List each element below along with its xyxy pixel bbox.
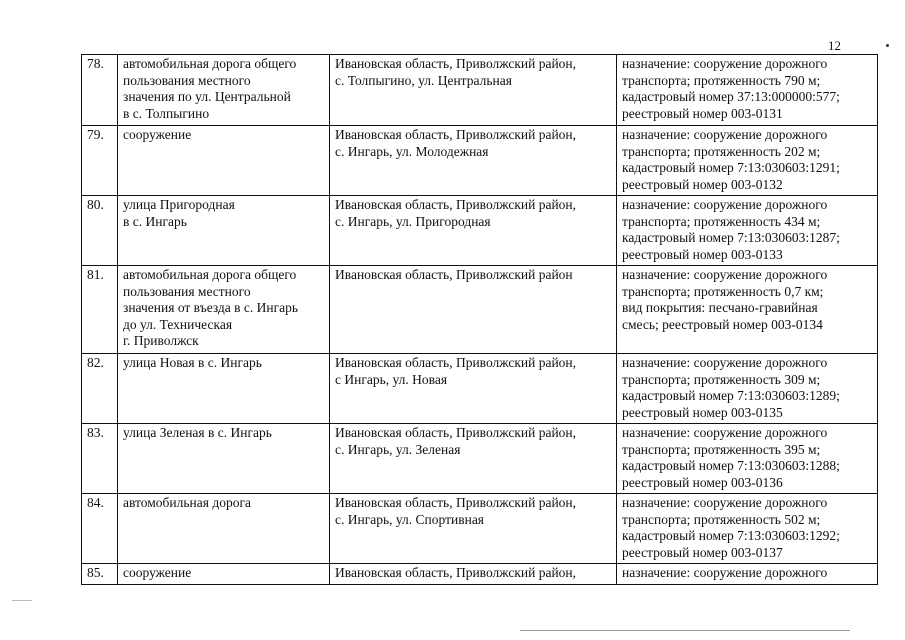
- object-address: Ивановская область, Приволжский район, с. Ингарь, ул. Зеленая: [330, 424, 617, 494]
- table-row: [82, 266, 878, 354]
- table-row: [82, 494, 878, 564]
- object-description: назначение: сооружение дорожного транспорта; протяженность 202 м; кадастровый номер 7:13:030603:1291; реестровый номер 003-0132: [617, 126, 878, 196]
- table-row: [82, 196, 878, 266]
- object-name: улица Новая в с. Ингарь: [118, 354, 330, 424]
- table-row: [82, 564, 878, 585]
- row-number: 79.: [82, 126, 118, 196]
- object-name: автомобильная дорога общего пользования местного значения от въезда в с. Ингарь до ул. Техническая г. Приволжск: [118, 266, 330, 354]
- table-row: [82, 354, 878, 424]
- registry-table: [81, 54, 878, 585]
- object-address: Ивановская область, Приволжский район, с Ингарь, ул. Новая: [330, 354, 617, 424]
- object-name: автомобильная дорога общего пользования местного значения по ул. Центральной в с. Толпыгино: [118, 55, 330, 126]
- object-name: сооружение: [118, 564, 330, 585]
- object-name: автомобильная дорога: [118, 494, 330, 564]
- row-number: 78.: [82, 55, 118, 126]
- row-number: 81.: [82, 266, 118, 354]
- object-name: улица Пригородная в с. Ингарь: [118, 196, 330, 266]
- object-description: назначение: сооружение дорожного транспорта; протяженность 0,7 км; вид покрытия: песчано-гравийная смесь; реестровый номер 003-0134: [617, 266, 878, 354]
- object-description: назначение: сооружение дорожного транспорта; протяженность 790 м; кадастровый номер 37:13:000000:577; реестровый номер 003-0131: [617, 55, 878, 126]
- object-description: назначение: сооружение дорожного транспорта; протяженность 434 м; кадастровый номер 7:13:030603:1287; реестровый номер 003-0133: [617, 196, 878, 266]
- scan-artifact-line: [520, 630, 850, 631]
- object-description: назначение: сооружение дорожного транспорта; протяженность 309 м; кадастровый номер 7:13:030603:1289; реестровый номер 003-0135: [617, 354, 878, 424]
- scan-artifact-mark: [12, 600, 32, 601]
- row-number: 80.: [82, 196, 118, 266]
- row-number: 84.: [82, 494, 118, 564]
- row-number: 82.: [82, 354, 118, 424]
- object-description: назначение: сооружение дорожного транспорта; протяженность 502 м; кадастровый номер 7:13:030603:1292; реестровый номер 003-0137: [617, 494, 878, 564]
- object-description: назначение: сооружение дорожного транспорта; протяженность 395 м; кадастровый номер 7:13:030603:1288; реестровый номер 003-0136: [617, 424, 878, 494]
- table-row: [82, 424, 878, 494]
- object-address: Ивановская область, Приволжский район, с. Ингарь, ул. Спортивная: [330, 494, 617, 564]
- object-address: Ивановская область, Приволжский район, с. Ингарь, ул. Пригородная: [330, 196, 617, 266]
- row-number: 83.: [82, 424, 118, 494]
- table-row: [82, 126, 878, 196]
- scan-dot: [886, 44, 889, 47]
- object-address: Ивановская область, Приволжский район, с. Толпыгино, ул. Центральная: [330, 55, 617, 126]
- row-number: 85.: [82, 564, 118, 585]
- object-address: Ивановская область, Приволжский район,: [330, 564, 617, 585]
- object-address: Ивановская область, Приволжский район, с. Ингарь, ул. Молодежная: [330, 126, 617, 196]
- page-number: 12: [828, 38, 841, 53]
- object-address: Ивановская область, Приволжский район: [330, 266, 617, 354]
- object-name: улица Зеленая в с. Ингарь: [118, 424, 330, 494]
- object-description: назначение: сооружение дорожного: [617, 564, 878, 585]
- object-name: сооружение: [118, 126, 330, 196]
- table-row: [82, 55, 878, 126]
